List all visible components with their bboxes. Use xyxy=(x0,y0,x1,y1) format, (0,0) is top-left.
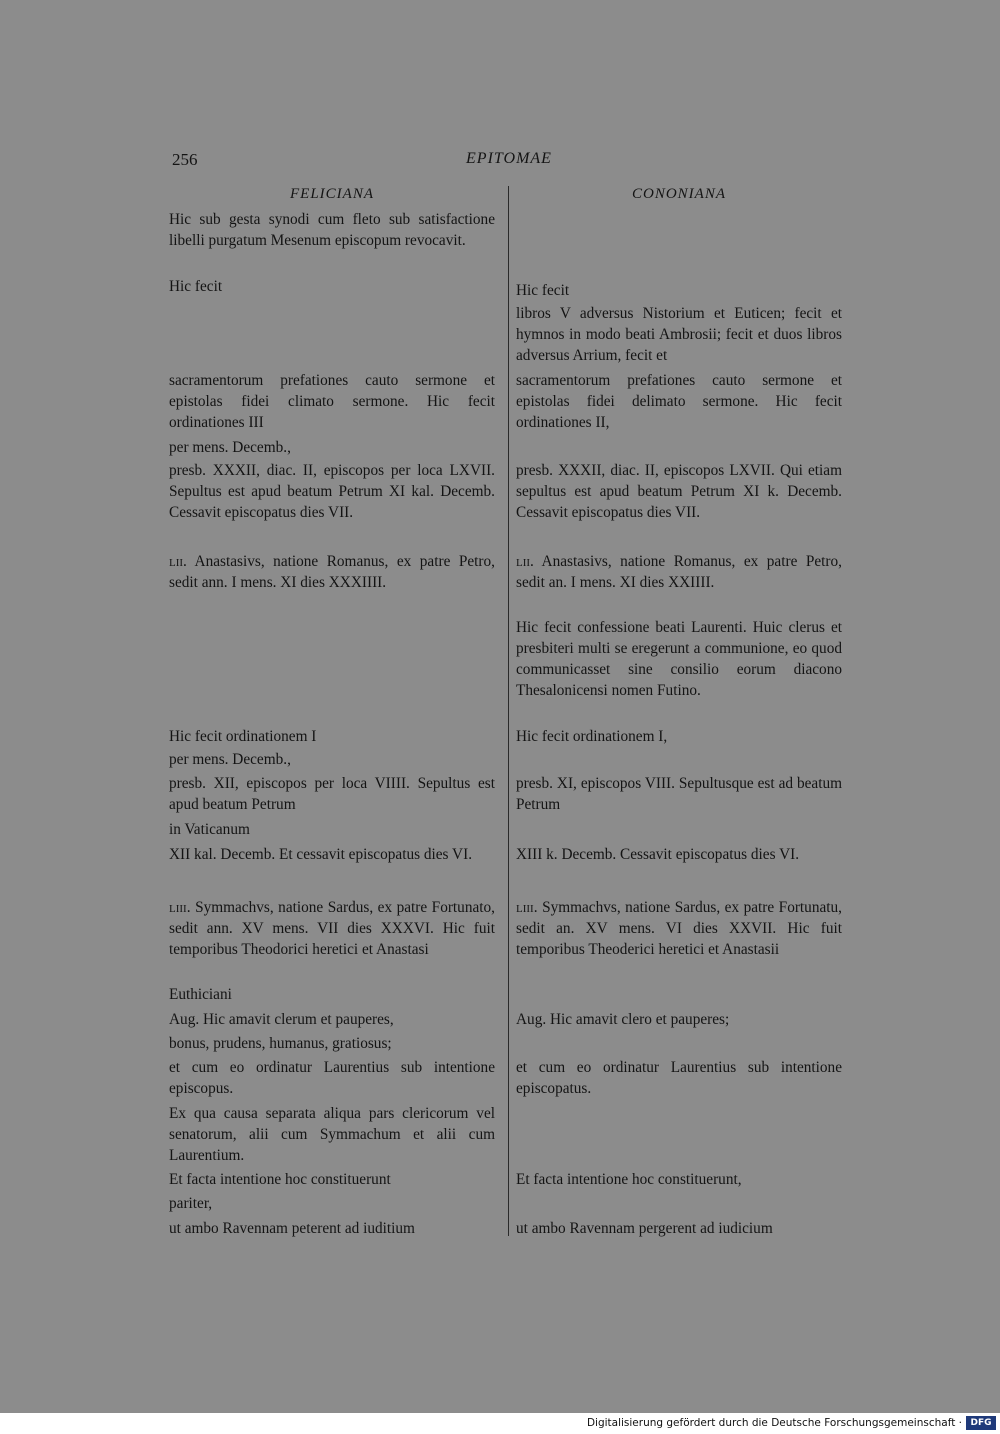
left-paragraph: Aug. Hic amavit clerum et pauperes, xyxy=(169,1011,394,1028)
left-paragraph: XII kal. Decemb. Et cessavit episcopatus dies VI. xyxy=(169,846,473,863)
right-paragraph: Et facta intentione hoc constituerunt, xyxy=(516,1171,742,1188)
running-title: EPITOMAE xyxy=(466,150,552,167)
right-paragraph: presb. XXXII, diac. II, episcopos LXVII. Qui etiam sepultus est apud beatum Petrum XI k. Decemb. Cessavit episcopatus dies VII. xyxy=(516,462,842,521)
right-paragraph-lii: lii. Anastasivs, natione Romanus, ex patre Petro, sedit an. I mens. XI dies XXIIII. xyxy=(516,553,842,591)
left-paragraph: Ex qua causa separata aliqua pars clericorum vel senatorum, alii cum Symmachum et alii cum Laurentium. xyxy=(169,1105,495,1164)
right-paragraph: Hic fecit confessione beati Laurenti. Huic clerus et presbiteri multi se eregerunt a communione, eo quod communicasset sine consilio eorum diacono Thesalonicensi nomen Futino. xyxy=(516,619,842,699)
chapter-numeral: liii. xyxy=(516,899,538,916)
footer-bar xyxy=(0,1413,1000,1434)
left-paragraph: pariter, xyxy=(169,1195,213,1212)
right-paragraph: ut ambo Ravennam pergerent ad iudicium xyxy=(516,1220,773,1237)
right-column-title: CONONIANA xyxy=(631,186,726,202)
left-paragraph: Hic sub gesta synodi cum fleto sub satisfactione libelli purgatum Mesenum episcopum revocavit. xyxy=(169,211,495,249)
left-paragraph: presb. XII, episcopos per loca VIIII. Sepultus est apud beatum Petrum xyxy=(169,775,495,813)
right-paragraph: presb. XI, episcopos VIII. Sepultusque est ad beatum Petrum xyxy=(516,775,842,813)
right-paragraph-liii: liii. Symmachvs, natione Sardus, ex patre Fortunatu, sedit an. XV mens. VI dies XXVII. Hic fuit temporibus Theoderici heretici et Anastasii xyxy=(516,899,842,958)
left-paragraph: ut ambo Ravennam peterent ad iuditium xyxy=(169,1220,415,1237)
left-paragraph: sacramentorum prefationes cauto sermone et epistolas fidei climato sermone. Hic fecit ordinationes III xyxy=(169,372,495,431)
page-number: 256 xyxy=(172,150,198,169)
left-paragraph: presb. XXXII, diac. II, episcopos per loca LXVII. Sepultus est apud beatum Petrum XI kal. Decemb. Cessavit episcopatus dies VII. xyxy=(169,462,495,521)
left-paragraph: bonus, prudens, humanus, gratiosus; xyxy=(169,1035,392,1052)
left-paragraph: Hic fecit xyxy=(169,278,223,295)
left-paragraph-liii: liii. Symmachvs, natione Sardus, ex patre Fortunato, sedit ann. XV mens. VII dies XXXVI. Hic fuit temporibus Theodorici heretici et Anastasi xyxy=(169,899,495,958)
right-paragraph: libros V adversus Nistorium et Euticen; fecit et hymnos in modo beati Ambrosii; fecit et duos libros adversus Arrium, fecit et xyxy=(516,305,842,364)
dfg-logo-icon: DFG xyxy=(966,1416,996,1430)
left-paragraph: Hic fecit ordinationem I xyxy=(169,728,317,745)
right-paragraph: sacramentorum prefationes cauto sermone et epistolas fidei delimato sermone. Hic fecit ordinationes II, xyxy=(516,372,842,431)
left-paragraph-lii: lii. Anastasivs, natione Romanus, ex patre Petro, sedit ann. I mens. XI dies XXXIIII. xyxy=(169,553,495,591)
right-paragraph: et cum eo ordinatur Laurentius sub intentione episcopatus. xyxy=(516,1059,842,1097)
left-paragraph: et cum eo ordinatur Laurentius sub intentione episcopus. xyxy=(169,1059,495,1097)
left-paragraph: per mens. Decemb., xyxy=(169,751,291,768)
left-paragraph: Et facta intentione hoc constituerunt xyxy=(169,1171,391,1188)
left-paragraph: Euthiciani xyxy=(169,986,232,1003)
right-paragraph: XIII k. Decemb. Cessavit episcopatus dies VI. xyxy=(516,846,800,863)
left-paragraph: per mens. Decemb., xyxy=(169,439,291,456)
footer-credit: Digitalisierung gefördert durch die Deutsche Forschungsgemeinschaft · xyxy=(586,1417,962,1429)
column-divider xyxy=(508,186,509,1236)
chapter-numeral: lii. xyxy=(169,553,187,570)
left-column-title: FELICIANA xyxy=(290,186,374,202)
chapter-numeral: lii. xyxy=(516,553,534,570)
right-paragraph: Aug. Hic amavit clero et pauperes; xyxy=(516,1011,730,1028)
left-paragraph: in Vaticanum xyxy=(169,821,250,838)
right-paragraph: Hic fecit ordinationem I, xyxy=(516,728,668,745)
right-paragraph: Hic fecit xyxy=(516,282,570,299)
chapter-numeral: liii. xyxy=(169,899,191,916)
